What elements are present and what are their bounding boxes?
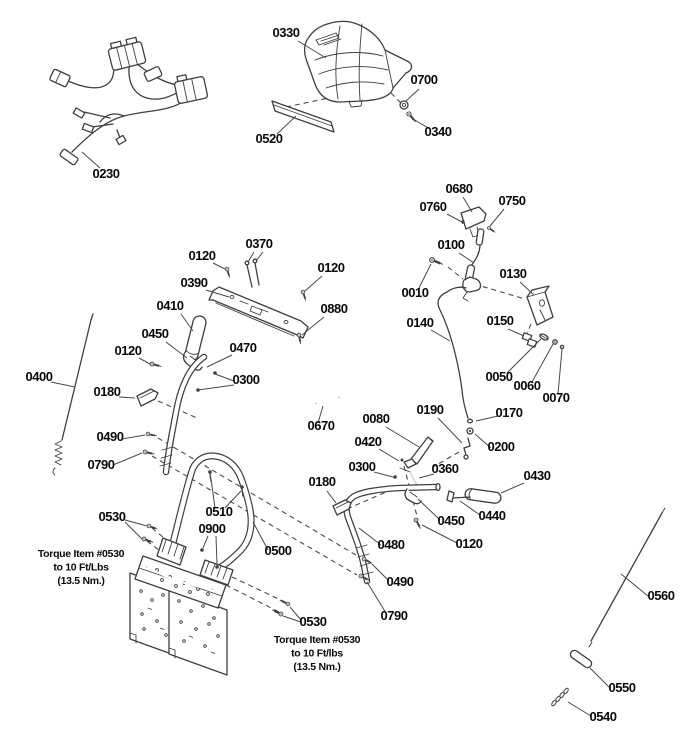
part-label-0150-12: 0150 (486, 313, 514, 328)
part-0100-upper-cable (463, 229, 484, 301)
harness-connector-icon (173, 71, 208, 104)
part-label-0010-9: 0010 (401, 285, 429, 300)
part-label-0180-42: 0180 (93, 384, 121, 399)
torque-note-0-line-0: Torque Item #0530 (37, 548, 125, 560)
part-label-0790-30: 0790 (380, 608, 408, 623)
part-label-0420-20: 0420 (354, 434, 382, 449)
leader-line (113, 453, 142, 465)
part-0400-control-rod (53, 314, 93, 475)
torque-note-0-line-1: to 10 Ft/Lbs (53, 561, 109, 574)
part-0190-cable-end (464, 438, 470, 459)
part-0340-screw (406, 111, 417, 123)
part-0530-bolt (147, 524, 159, 531)
leader-line (463, 197, 472, 212)
part-label-0230-0: 0230 (92, 166, 120, 181)
part-0530-bolt (142, 537, 154, 545)
leader-line (139, 358, 150, 364)
part-0300-screw (393, 475, 397, 479)
leader-line (125, 522, 142, 539)
part-label-0670-50: 0670 (307, 418, 335, 433)
part-label-0790-45: 0790 (87, 457, 115, 472)
part-label-0450-38: 0450 (141, 326, 169, 341)
part-label-0060-14: 0060 (513, 378, 541, 393)
leader-line (459, 253, 474, 263)
part-0790-bolt (143, 450, 155, 456)
part-0060-washer (553, 340, 557, 344)
part-label-0900-47: 0900 (198, 521, 226, 536)
part-0080-lever (411, 437, 433, 464)
leader-line (119, 397, 135, 398)
part-0520-trim-strip (272, 101, 334, 132)
part-0010-bolt (429, 257, 444, 267)
part-0470-left-upper-tube (160, 357, 204, 472)
leader-line (374, 472, 393, 477)
part-label-0530-49: 0530 (98, 509, 126, 524)
part-label-0540-53: 0540 (589, 709, 617, 724)
leader-line (621, 574, 648, 596)
part-label-0440-25: 0440 (478, 508, 506, 523)
leader-line (203, 536, 208, 548)
leader-line (327, 491, 336, 503)
part-0490-bolt (146, 432, 157, 438)
part-0480-right-upper-tube (347, 484, 440, 581)
part-label-0760-6: 0760 (419, 199, 447, 214)
part-label-0500-48: 0500 (264, 543, 292, 558)
leader-line (501, 483, 524, 493)
part-label-0510-46: 0510 (205, 504, 233, 519)
part-0750-screw (487, 226, 496, 234)
part-label-0130-10: 0130 (499, 266, 527, 281)
part-0180-cable-clip (137, 389, 158, 406)
part-label-0530-31: 0530 (299, 614, 327, 629)
leader-line (438, 418, 462, 443)
part-label-0120-33: 0120 (188, 248, 216, 263)
leader-line (568, 702, 591, 716)
part-label-0330-1: 0330 (272, 25, 300, 40)
part-0120-bolt (150, 362, 162, 369)
part-label-0880-37: 0880 (320, 301, 348, 316)
leader-line (406, 89, 419, 101)
part-label-0170-17: 0170 (495, 405, 523, 420)
part-0230-wiring-harness (49, 36, 208, 165)
part-label-0400-43: 0400 (25, 369, 53, 384)
torque-note-1-line-2: (13.5 Nm.) (293, 661, 341, 673)
frame-left-bracket (157, 538, 186, 565)
part-0560-speed-rod (591, 508, 665, 641)
part-0120-screw (301, 290, 308, 302)
part-label-0680-5: 0680 (445, 181, 473, 196)
leader-line (508, 329, 524, 336)
part-0700-washer (400, 101, 408, 109)
part-label-0100-8: 0100 (437, 237, 465, 252)
leader-line (122, 435, 145, 439)
part-label-0120-39: 0120 (114, 343, 142, 358)
part-label-0490-44: 0490 (96, 429, 124, 444)
part-label-0480-28: 0480 (377, 537, 405, 552)
part-label-0430-24: 0430 (523, 468, 551, 483)
part-0360-spring-pin (410, 472, 416, 484)
part-label-0300-41: 0300 (232, 372, 260, 387)
part-0500-lower-frame (130, 456, 251, 675)
part-label-0450-26: 0450 (437, 513, 465, 528)
part-label-0120-34: 0120 (317, 260, 345, 275)
part-label-0390-35: 0390 (180, 275, 208, 290)
part-label-0050-13: 0050 (485, 369, 513, 384)
part-label-0700-3: 0700 (410, 72, 438, 87)
part-label-0520-2: 0520 (255, 131, 283, 146)
part-0140-lower-cable (438, 287, 468, 418)
part-label-0470-40: 0470 (229, 340, 257, 355)
leader-line (215, 374, 234, 381)
leader-line (305, 276, 322, 291)
torque-note-0-line-2: (13.5 Nm.) (57, 575, 105, 587)
part-label-0410-36: 0410 (156, 298, 184, 313)
part-label-0120-27: 0120 (455, 536, 483, 551)
part-0120-bolt (413, 517, 422, 529)
part-0070-nut (560, 345, 563, 348)
leader-line (490, 209, 504, 226)
part-0390-mounting-plate (209, 287, 308, 338)
part-0330-belt-cover (305, 22, 412, 107)
leader-line (181, 314, 193, 331)
part-0200-nut (467, 428, 473, 434)
part-label-0300-21: 0300 (348, 459, 376, 474)
part-label-0180-23: 0180 (308, 474, 336, 489)
part-label-0370-32: 0370 (245, 236, 273, 251)
part-0450-clamp (405, 489, 421, 504)
part-label-0360-22: 0360 (431, 461, 459, 476)
part-label-0070-15: 0070 (542, 390, 570, 405)
part-0370-pins (245, 259, 259, 287)
leader-line (166, 342, 187, 358)
part-0670-hook-clip (315, 386, 340, 403)
part-label-0750-7: 0750 (498, 193, 526, 208)
leader-line (386, 427, 419, 447)
leader-line (431, 330, 450, 341)
leader-line (590, 668, 609, 687)
leader-line (532, 344, 553, 382)
part-0120-screw (225, 267, 232, 279)
part-label-0340-4: 0340 (424, 124, 452, 139)
part-0540-spring (551, 687, 569, 706)
leader-line (207, 355, 232, 367)
leader-line (51, 382, 75, 387)
leader-line (379, 449, 399, 461)
part-label-0140-11: 0140 (406, 315, 434, 330)
torque-note-1-line-0: Torque Item #0530 (273, 634, 361, 646)
part-0430-grip (464, 488, 501, 504)
part-label-0560-51: 0560 (647, 588, 675, 603)
leader-line (213, 263, 225, 269)
torque-note-1-line-1: to 10 Ft/lbs (291, 647, 343, 660)
part-0170-ferrule (468, 419, 473, 423)
part-label-0550-52: 0550 (608, 680, 636, 695)
part-0550-ferrule (569, 642, 593, 669)
part-0420-pivot (400, 459, 416, 473)
leader-line (256, 252, 263, 261)
leader-line (507, 339, 541, 373)
part-label-0490-29: 0490 (386, 574, 414, 589)
leader-line (447, 214, 462, 222)
part-label-0190-16: 0190 (416, 402, 444, 417)
part-label-0080-19: 0080 (362, 411, 390, 426)
leader-line (558, 349, 562, 394)
part-0530-bolt (279, 599, 290, 607)
leader-line (216, 536, 217, 565)
part-0530-bolt (271, 608, 283, 616)
part-labels-layer (26, 25, 675, 724)
harness-connector-icon (107, 36, 147, 70)
part-label-0200-18: 0200 (487, 439, 515, 454)
leader-line (198, 385, 234, 390)
leader-line (520, 282, 534, 295)
